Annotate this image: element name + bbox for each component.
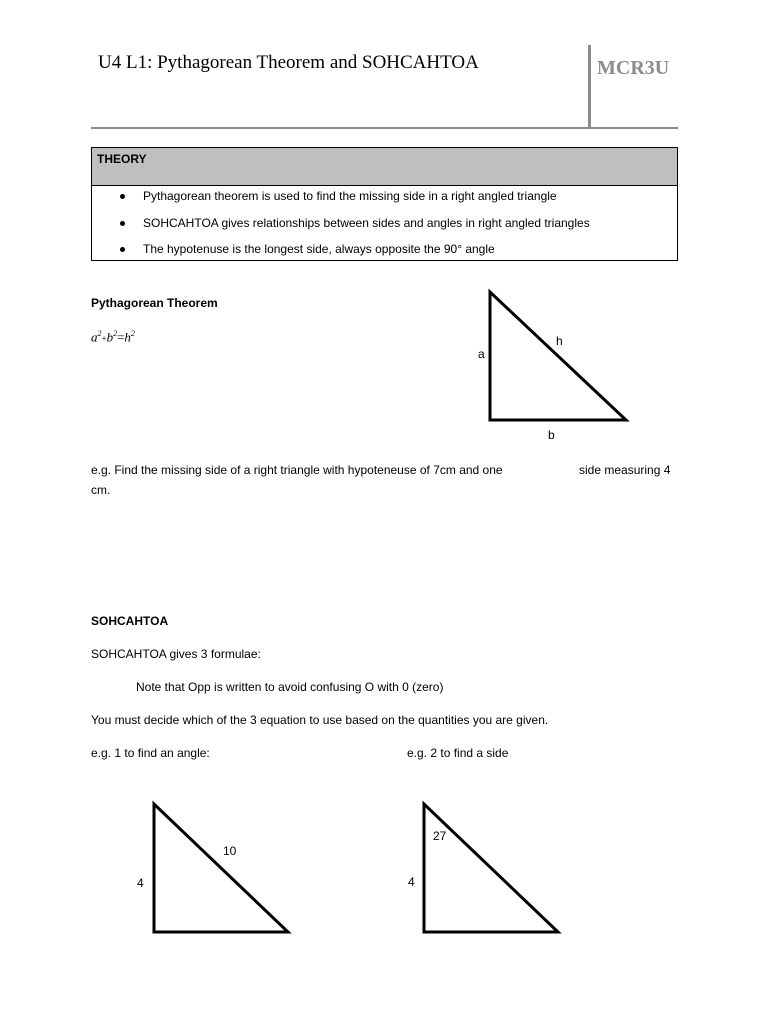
- list-item: SOHCAHTOA gives relationships between sides and angles in right angled triangles: [92, 213, 677, 240]
- pythagorean-formula: $a^2+b^2=h^2$: [91, 329, 135, 345]
- example1-label: e.g. 1 to find an angle:: [91, 746, 210, 760]
- header-divider-horizontal: [91, 127, 678, 129]
- example2-triangle: [410, 790, 570, 940]
- bullet-icon: [120, 221, 125, 226]
- pythagorean-heading: Pythagorean Theorem: [91, 296, 218, 310]
- course-code: MCR3U: [597, 57, 670, 79]
- list-item: The hypotenuse is the longest side, always opposite the 90° angle: [92, 239, 677, 266]
- pythagorean-triangle: [470, 280, 650, 430]
- right-triangle-shape: [154, 804, 288, 932]
- right-triangle-shape: [490, 292, 626, 420]
- example1-side-label: 4: [137, 876, 144, 890]
- example2-angle-label: 27: [433, 829, 447, 843]
- example2-label: e.g. 2 to find a side: [407, 746, 509, 760]
- example1-hyp-label: 10: [223, 844, 237, 858]
- bullet-icon: [120, 194, 125, 199]
- header-divider-vertical: [588, 45, 591, 128]
- right-triangle-shape: [424, 804, 558, 932]
- theory-list: [92, 186, 677, 266]
- page-title: U4 L1: Pythagorean Theorem and SOHCAHTOA: [98, 52, 479, 73]
- bullet-icon: [120, 247, 125, 252]
- triangle-label-b: b: [548, 428, 555, 442]
- sohcahtoa-instruction: You must decide which of the 3 equation to use based on the quantities you are given.: [91, 713, 549, 727]
- pythagorean-example-cont: side measuring 4: [579, 463, 671, 477]
- example1-triangle: [140, 790, 300, 940]
- triangle-label-h: h: [556, 334, 563, 348]
- sohcahtoa-intro: SOHCAHTOA gives 3 formulae:: [91, 647, 261, 661]
- triangle-label-a: a: [478, 347, 485, 361]
- pythagorean-example: e.g. Find the missing side of a right triangle with hypoteneuse of 7cm and one: [91, 463, 503, 477]
- pythagorean-example-end: cm.: [91, 483, 111, 497]
- theory-box: [91, 147, 678, 261]
- sohcahtoa-heading: SOHCAHTOA: [91, 614, 169, 628]
- list-item: Pythagorean theorem is used to find the missing side in a right angled triangle: [92, 186, 677, 213]
- sohcahtoa-note: Note that Opp is written to avoid confusing O with 0 (zero): [136, 680, 444, 694]
- example2-side-label: 4: [408, 875, 415, 889]
- theory-heading: THEORY: [92, 148, 677, 186]
